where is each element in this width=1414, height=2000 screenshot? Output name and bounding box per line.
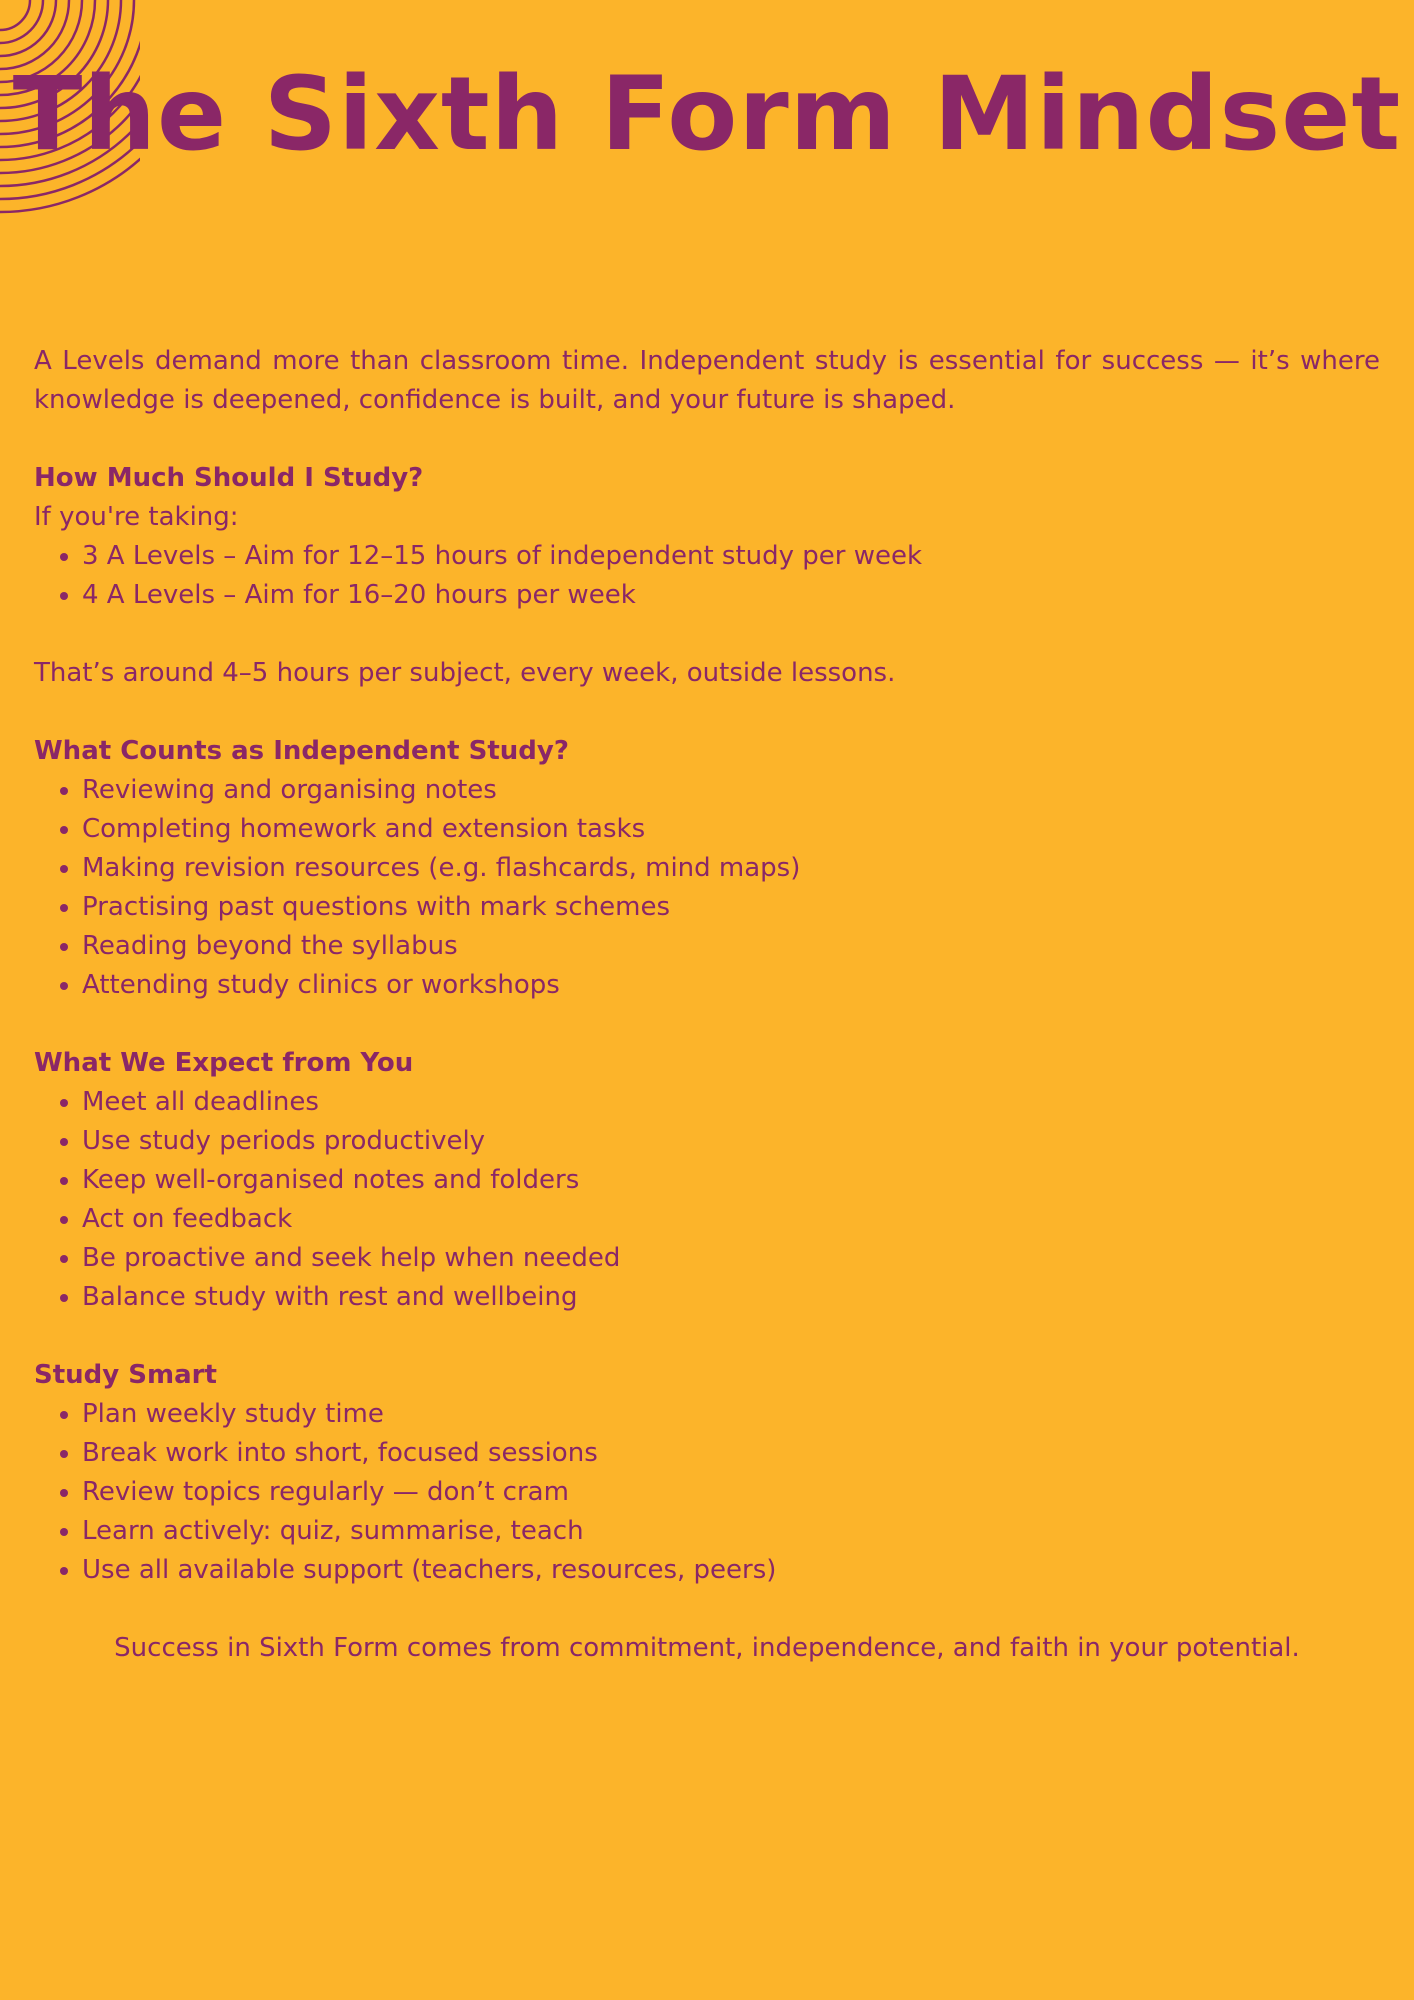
bullet-list — [34, 1083, 1380, 1317]
list-item: • Use all available support (teachers, resources, peers) — [82, 1551, 1380, 1590]
list-item: • Meet all deadlines — [82, 1083, 1380, 1122]
list-item: • Making revision resources (e.g. flashcards, mind maps) — [82, 849, 1380, 888]
intro-paragraph: A Levels demand more than classroom time. Independent study is essential for success — it’s where knowledge is deepened, confidence is built, and your future is shaped. — [34, 346, 1380, 415]
list-item: • Reviewing and organising notes — [82, 771, 1380, 810]
list-item: • 3 A Levels – Aim for 12–15 hours of independent study per week — [82, 537, 1380, 576]
list-item: • Completing homework and extension tasks — [82, 810, 1380, 849]
list-item: • Be proactive and seek help when needed — [82, 1239, 1380, 1278]
list-item: • 4 A Levels – Aim for 16–20 hours per week — [82, 576, 1380, 615]
list-item: • Attending study clinics or workshops — [82, 966, 1380, 1005]
list-item: • Practising past questions with mark schemes — [82, 888, 1380, 927]
bullet-list — [34, 771, 1380, 1005]
section-study-smart — [34, 1356, 1380, 1590]
bullet-list — [34, 537, 1380, 615]
list-item: • Break work into short, focused sessions — [82, 1434, 1380, 1473]
list-item: • Learn actively: quiz, summarise, teach — [82, 1512, 1380, 1551]
section-what-counts — [34, 732, 1380, 1005]
closing-statement: Success in Sixth Form comes from commitment, independence, and faith in your potential. — [114, 1633, 1300, 1663]
list-item: • Balance study with rest and wellbeing — [82, 1278, 1380, 1317]
list-item: • Use study periods productively — [82, 1122, 1380, 1161]
list-item: • Keep well-organised notes and folders — [82, 1161, 1380, 1200]
section-lead: If you're taking: — [34, 502, 239, 532]
main-content — [34, 342, 1380, 1668]
list-item: • Act on feedback — [82, 1200, 1380, 1239]
page-title: The Sixth Form Mindset — [12, 55, 1402, 174]
bullet-list — [34, 1395, 1380, 1590]
list-item: • Plan weekly study time — [82, 1395, 1380, 1434]
section-note: That’s around 4–5 hours per subject, every week, outside lessons. — [34, 658, 896, 688]
section-heading: What Counts as Independent Study? — [34, 736, 569, 766]
section-heading: Study Smart — [34, 1360, 217, 1390]
section-how-much — [34, 459, 1380, 693]
list-item: • Review topics regularly — don’t cram — [82, 1473, 1380, 1512]
list-item: • Reading beyond the syllabus — [82, 927, 1380, 966]
section-heading: How Much Should I Study? — [34, 463, 424, 493]
section-expect — [34, 1044, 1380, 1317]
section-heading: What We Expect from You — [34, 1048, 414, 1078]
